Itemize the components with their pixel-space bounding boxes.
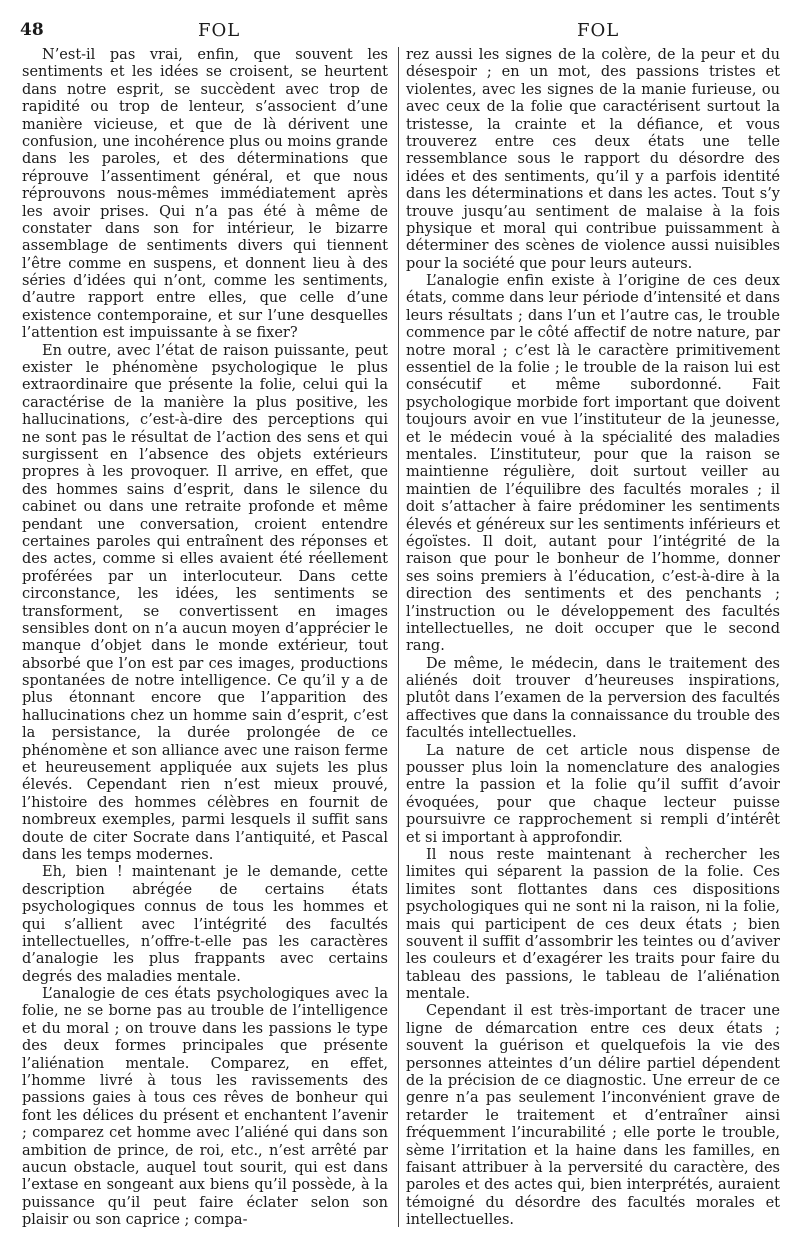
paragraph: En outre, avec l’état de raison puissante, peut exister le phénomène psychologique le plus extraordinaire que présente la folie, celui qui la caractérise de la manière la plus positive, les hallucinations, c’est-à-dire des perceptions qui ne sont pas le résultat de l’action des sens et qui surgissent en l’absence des objets extérieurs propres à les provoquer. Il arrive, en effet, que des hommes sains d’esprit, dans le silence du cabinet ou dans une retraite profonde et même pendant une conversation, croient entendre certaines paroles qui entraînent des réponses et des actes, comme si elles avaient été réellement proférées par un interlocuteur. Dans cette circonstance, les idées, les sentiments se transforment, se convertissent en images sensibles dont on n’a aucun moyen d’apprécier le manque d’objet dans le monde extérieur, tout absorbé que l’on est par ces images, productions spontanées de notre intelligence. Ce qu’il y a de plus étonnant encore que l’apparition des hallucinations chez un homme sain d’esprit, c’est la persistance, la durée prolongée de ce phénomène et son alliance avec une raison ferme et heureusement appliquée aux sujets les plus élevés. Cependant rien n’est mieux prouvé, l’histoire des hommes célèbres en fournit de nombreux exemples, parmi lesquels il suffit sans doute de citer Socrate dans l’antiquité, et Pascal dans les temps modernes. — [22, 342, 388, 863]
right-column — [406, 47, 780, 1230]
paragraph: De même, le médecin, dans le traitement des aliénés doit trouver d’heureuses inspirations, plutôt dans l’examen de la perversion des facultés affectives que dans la connaissance du trouble des facultés intellectuelles. — [406, 655, 780, 742]
paragraph: L’analogie enfin existe à l’origine de ces deux états, comme dans leur période d’intensité et dans leurs résultats ; dans l’un et l’autre cas, le trouble commence par le côté affectif de notre nature, par notre moral ; c’est là le caractère primitivement essentiel de la folie ; le trouble de la raison lui est consécutif et même subordonné. Fait psychologique morbide fort important que doivent toujours avoir en vue l’instituteur de la jeunesse, et le médecin voué à la spécialité des maladies mentales. L’instituteur, pour que la raison se maintienne régulière, doit surtout veiller au maintien de l’équilibre des facultés morales ; il doit s’attacher à faire prédominer les sentiments élevés et généreux sur les sentiments inférieurs et égoïstes. Il doit, autant pour l’intégrité de la raison que pour le bonheur de l’homme, donner ses soins premiers à l’éducation, c’est-à-dire à la direction des sentiments et des penchants ; l’instruction ou le développement des facultés intellectuelles, ne doit occuper que le second rang. — [406, 273, 780, 655]
paragraph: Cependant il est très-important de tracer une ligne de démarcation entre ces deux états ; souvent la guérison et quelquefois la vie des personnes atteintes d’un délire partiel dépendent de la précision de ce diagnostic. Une erreur de ce genre n’a pas seulement l’inconvénient grave de retarder le traitement et d’entraîner ainsi fréquemment l’incurabilité ; elle porte le trouble, sème l’irritation et la haine dans les familles, en faisant attribuer à la perversité du caractère, des paroles et des actes qui, bien interprétés, auraient témoigné du désordre des facultés morales et intellectuelles. — [406, 1003, 780, 1229]
page-header — [0, 0, 800, 40]
paragraph-continued: rez aussi les signes de la colère, de la peur et du désespoir ; en un mot, des passions tristes et violentes, avec les signes de la manie furieuse, ou avec ceux de la folie que caractérisent surtout la tristesse, la crainte et la défiance, et vous trouverez entre ces deux états une telle ressemblance sous le rapport du désordre des idées et des sentiments, qu’il y a parfois identité dans les déterminations et dans les actes. Tout s’y trouve jusqu’au sentiment de malaise à la fois physique et moral qui contribue puissamment à déterminer des scènes de violence aussi nuisibles pour la société que pour leurs auteurs. — [406, 47, 780, 272]
running-head-left: FOL — [198, 20, 241, 41]
paragraph: La nature de cet article nous dispense de pousser plus loin la nomenclature des analogies entre la passion et la folie qu’il suffit d’avoir évoquées, pour que chaque lecteur puisse poursuivre ce rapprochement si rempli d’intérêt et si important à approfondir. — [406, 742, 780, 846]
paragraph: Il nous reste maintenant à rechercher les limites qui séparent la passion de la folie. Ces limites sont flottantes dans ces dispositions psychologiques qui ne sont ni la raison, ni la folie, mais qui participent de ces deux états ; bien souvent il suffit d’assombrir les teintes ou d’aviver les couleurs et d’exagérer les traits pour faire du tableau des passions, le tableau de l’aliénation mentale. — [406, 846, 780, 1003]
left-column — [22, 47, 388, 1230]
column-divider — [398, 47, 399, 1227]
page-number: 48 — [20, 20, 44, 40]
running-head-right: FOL — [577, 20, 620, 41]
paragraph: N’est-il pas vrai, enfin, que souvent les sentiments et les idées se croisent, se heurtent dans notre esprit, se succèdent avec trop de rapidité ou trop de lenteur, s’associent d’une manière vicieuse, et que de là dérivent une confusion, une incohérence plus ou moins grande dans les paroles, et des déterminations que réprouve l’assentiment général, et que nous réprouvons nous-mêmes immédiatement après les avoir prises. Qui n’a pas été à même de constater dans son for intérieur, le bizarre assemblage de sentiments divers qui tiennent l’être comme en suspens, et donnent lieu à des séries d’idées qui n’ont, comme les sentiments, d’autre rapport entre elles, que celle d’une existence contemporaine, et sur l’une desquelles l’attention est impuissante à se fixer? — [22, 47, 388, 342]
paragraph: Eh, bien ! maintenant je le demande, cette description abrégée de certains états psychologiques connus de tous les hommes et qui s’allient avec l’intégrité des facultés intellectuelles, n’offre-t-elle pas les caractères d’analogie les plus frappants avec certains degrés des maladies mentale. — [22, 864, 388, 985]
paragraph: L’analogie de ces états psychologiques avec la folie, ne se borne pas au trouble de l’intelligence et du moral ; on trouve dans les passions le type des deux formes principales que présente l’aliénation mentale. Comparez, en effet, l’homme livré à tous les ravissements des passions gaies à tous ces rêves de bonheur qui font les délices du présent et enchantent l’avenir ; comparez cet homme avec l’aliéné qui dans son ambition de prince, de roi, etc., n’est arrêté par aucun obstacle, auquel tout sourit, qui est dans l’extase en songeant aux biens qu’il possède, à la puissance qu’il peut faire éclater selon son plaisir ou son caprice ; compa- — [22, 986, 388, 1229]
